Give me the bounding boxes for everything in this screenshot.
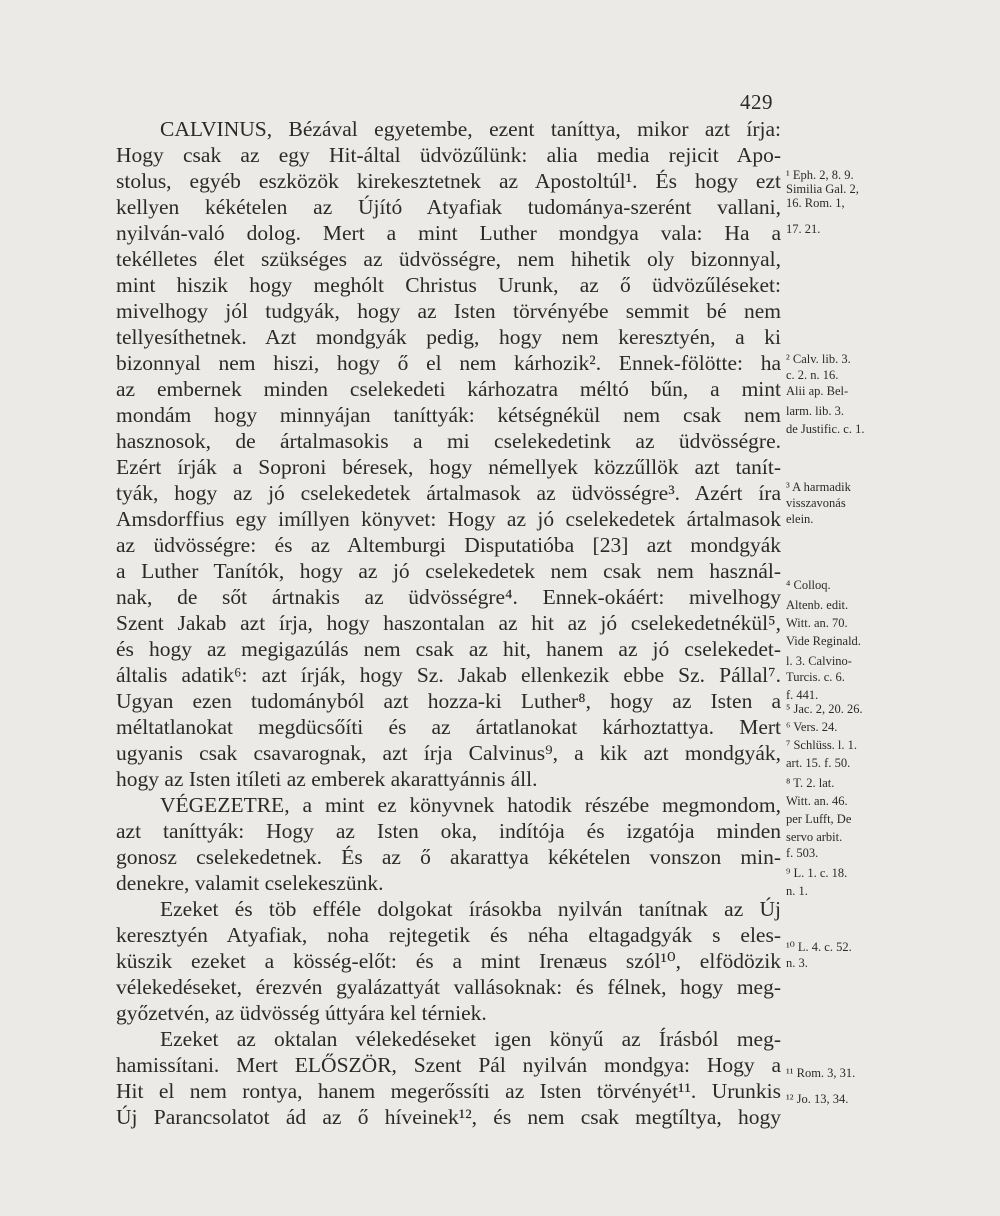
- text-line: kellyen kékételen az Újító Atyafiak tudománya-szerént vallani,: [116, 195, 781, 219]
- margin-note: larm. lib. 3.: [786, 404, 844, 418]
- text-line: Szent Jakab azt írja, hogy haszontalan az hit az jó cselekedetnékül⁵,: [116, 611, 781, 635]
- margin-note: ⁴ Colloq.: [786, 578, 831, 592]
- text-line: mondám hogy minnyájan taníttyák: kétségnékül nem csak nem: [116, 403, 781, 427]
- text-line: stolus, egyéb eszközök kirekesztetnek az Apostoltúl¹. És hogy ezt: [116, 169, 781, 193]
- text-line: hasznosok, de ártalmasokis a mi cselekedetink az üdvösségre.: [116, 429, 781, 453]
- text-line: méltatlanokat megdücsőíti és az ártatlanokat kárhoztattya. Mert: [116, 715, 781, 739]
- margin-note: Witt. an. 70.: [786, 616, 848, 630]
- margin-note: ¹¹ Rom. 3, 31.: [786, 1066, 856, 1080]
- margin-note: ⁵ Jac. 2, 20. 26.: [786, 702, 863, 716]
- text-line: győzetvén, az üdvösség úttyára kel térniek.: [116, 1001, 487, 1025]
- text-line: tellyesíthetnek. Azt mondgyák pedig, hogy nem keresztyén, a ki: [116, 325, 781, 349]
- text-line: vélekedéseket, érezvén gyalázattyát vallásoknak: és félnek, hogy meg-: [116, 975, 781, 999]
- margin-note: 17. 21.: [786, 222, 821, 236]
- margin-note: per Lufft, De: [786, 812, 852, 826]
- margin-note: visszavonás: [786, 496, 846, 510]
- margin-note: ⁸ T. 2. lat.: [786, 776, 835, 790]
- margin-note: ⁶ Vers. 24.: [786, 720, 838, 734]
- margin-note: ¹ Eph. 2, 8. 9.: [786, 168, 854, 182]
- text-line: tekélletes élet szükséges az üdvösségre, nem hihetik oly bizonnyal,: [116, 247, 781, 271]
- margin-note: c. 2. n. 16.: [786, 368, 839, 382]
- text-line: Hogy csak az egy Hit-által üdvözűlünk: alia media rejicit Apo-: [116, 143, 781, 167]
- text-line: denekre, valamit cselekeszünk.: [116, 871, 384, 895]
- margin-note: Witt. an. 46.: [786, 794, 848, 808]
- text-line: mint hiszik hogy meghólt Christus Urunk, az ő üdvözűléseket:: [116, 273, 781, 297]
- text-line: Ugyan ezen tudományból azt hozza-ki Luther⁸, hogy az Isten a: [116, 689, 781, 713]
- margin-note: n. 3.: [786, 956, 808, 970]
- text-line: nak, de sőt ártnakis az üdvösségre⁴. Ennek-okáért: mivelhogy: [116, 585, 781, 609]
- margin-note: ² Calv. lib. 3.: [786, 352, 851, 366]
- text-line: gonosz cselekedetnek. És az ő akarattya kékételen vonszon min-: [116, 845, 781, 869]
- text-line: és hogy az megigazúlás nem csak az hit, hanem az jó cselekedet-: [116, 637, 781, 661]
- text-line: Ezeket és töb efféle dolgokat írásokba nyilván tanítnak az Új: [160, 897, 781, 921]
- text-line: küszik ezeket a kösség-előt: és a mint Irenæus szól¹⁰, elfödözik: [116, 949, 781, 973]
- text-line: általis adatik⁶: azt írják, hogy Sz. Jakab ellenkezik ebbe Sz. Pállal⁷.: [116, 663, 781, 687]
- text-line: tyák, hogy az jó cselekedetek ártalmasok az üdvösségre³. Azért íra: [116, 481, 781, 505]
- margin-note: l. 3. Calvino-: [786, 654, 852, 668]
- margin-note: elein.: [786, 512, 814, 526]
- text-line: a Luther Tanítók, hogy az jó cselekedetek nem csak nem használ-: [116, 559, 781, 583]
- text-line: ugyanis csak csavarognak, azt írja Calvinus⁹, a kik azt mondgyák,: [116, 741, 781, 765]
- text-line: hogy az Isten itíleti az emberek akarattyánnis áll.: [116, 767, 538, 791]
- text-line: Ezért írják a Soproni béresek, hogy némellyek közzűllök azt tanít-: [116, 455, 781, 479]
- margin-note: f. 503.: [786, 846, 819, 860]
- text-line: Hit el nem rontya, hanem megerőssíti az Isten törvényét¹¹. Urunkis: [116, 1079, 781, 1103]
- text-line: mivelhogy jól tudgyák, hogy az Isten törvényébe semmit bé nem: [116, 299, 781, 323]
- margin-note: ³ A harmadik: [786, 480, 851, 494]
- margin-note: art. 15. f. 50.: [786, 756, 851, 770]
- margin-note: Altenb. edit.: [786, 598, 849, 612]
- margin-note: ¹⁰ L. 4. c. 52.: [786, 940, 852, 954]
- text-line: az embernek minden cselekedeti kárhozatra méltó bűn, a mint: [116, 377, 781, 401]
- margin-note: 16. Rom. 1,: [786, 196, 845, 210]
- margin-note: Vide Reginald.: [786, 634, 861, 648]
- margin-note: de Justific. c. 1.: [786, 422, 865, 436]
- text-line: hamissítani. Mert ELŐSZÖR, Szent Pál nyilván mondgya: Hogy a: [116, 1053, 781, 1077]
- text-line: VÉGEZETRE, a mint ez könyvnek hatodik részébe megmondom,: [160, 793, 781, 817]
- margin-note: f. 441.: [786, 688, 819, 702]
- margin-note: ⁷ Schlüss. l. 1.: [786, 738, 858, 752]
- text-line: keresztyén Atyafiak, noha rejtegetik és néha eltagadgyák s eles-: [116, 923, 781, 947]
- margin-note: n. 1.: [786, 884, 808, 898]
- margin-note: ⁹ L. 1. c. 18.: [786, 866, 848, 880]
- margin-note: ¹² Jo. 13, 34.: [786, 1092, 849, 1106]
- text-line: nyilván-való dolog. Mert a mint Luther mondgya vala: Ha a: [116, 221, 781, 245]
- text-line: Új Parancsolatot ád az ő híveinek¹², és nem csak megtíltya, hogy: [116, 1105, 781, 1129]
- text-line: az üdvösségre: és az Altemburgi Disputatióba [23] azt mondgyák: [116, 533, 781, 557]
- text-line: Amsdorffius egy imíllyen könyvet: Hogy az jó cselekedetek ártalmasok: [116, 507, 781, 531]
- text-line: CALVINUS, Bézával egyetembe, ezent taníttya, mikor azt írja:: [160, 117, 781, 141]
- margin-note: Alii ap. Bel-: [786, 384, 849, 398]
- text-line: bizonnyal nem hiszi, hogy ő el nem kárhozik². Ennek-fölötte: ha: [116, 351, 781, 375]
- margin-note: servo arbit.: [786, 830, 843, 844]
- margin-note: Turcis. c. 6.: [786, 670, 845, 684]
- text-line: azt taníttyák: Hogy az Isten oka, indítója és izgatója minden: [116, 819, 781, 843]
- page-number: 429: [740, 90, 773, 114]
- margin-note: Similia Gal. 2,: [786, 182, 859, 196]
- text-line: Ezeket az oktalan vélekedéseket igen könyű az Írásból meg-: [160, 1027, 781, 1051]
